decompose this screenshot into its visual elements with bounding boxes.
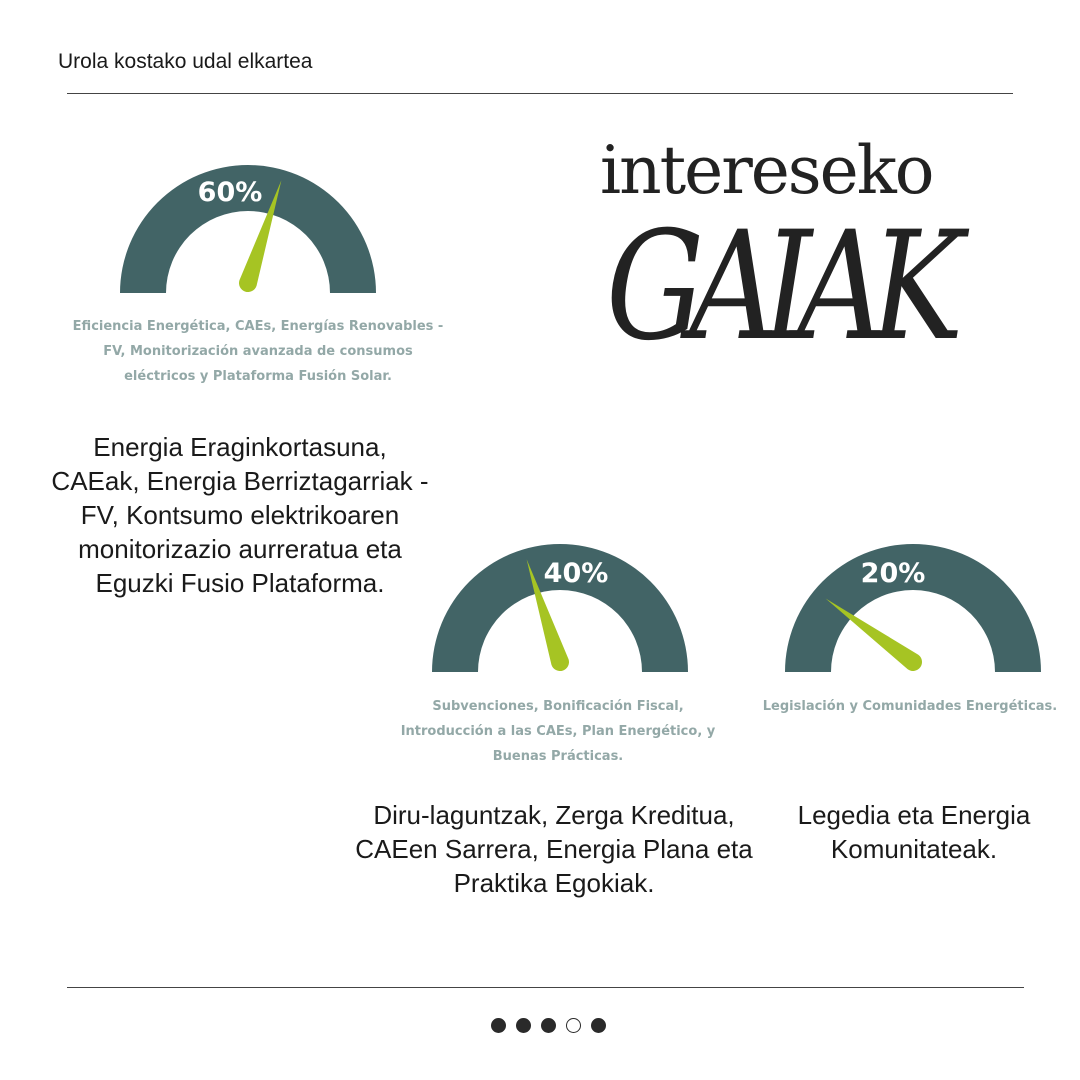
gauge-3-caption-es: Legislación y Comunidades Energéticas. xyxy=(762,699,1058,714)
pagination-dot[interactable] xyxy=(591,1018,606,1033)
gauge-1-caption-es: Eficiencia Energética, CAEs, Energías Renovables - FV, Monitorización avanzada de consumos eléctricos y Plataforma Fusión Solar. xyxy=(72,319,444,384)
gauge-1 xyxy=(118,163,378,298)
bottom-divider xyxy=(67,987,1024,988)
pagination-dot[interactable] xyxy=(516,1018,531,1033)
pagination-dots xyxy=(491,1018,606,1033)
gauge-percent-label: 20% xyxy=(860,558,926,589)
title-line-1: intereseko xyxy=(600,132,933,209)
org-name: Urola kostako udal elkartea xyxy=(58,50,313,73)
gauge-percent-label: 40% xyxy=(543,558,609,589)
gauge-percent-label: 60% xyxy=(197,177,263,208)
gauge-2 xyxy=(430,542,690,677)
gauge-needle xyxy=(826,599,922,671)
pagination-dot[interactable] xyxy=(541,1018,556,1033)
gauge-1-caption-eu: Energia Eraginkortasuna, CAEak, Energia Berriztagarriak - FV, Kontsumo elektrikoaren monitorizazio aurreratua eta Eguzki Fusio Plataforma. xyxy=(51,432,429,598)
top-divider xyxy=(67,93,1013,94)
gauge-2-caption-eu: Diru-laguntzak, Zerga Kreditua, CAEen Sarrera, Energia Plana eta Praktika Egokiak. xyxy=(355,800,753,898)
gauge-2-caption-es: Subvenciones, Bonificación Fiscal, Introducción a las CAEs, Plan Energético, y Buenas Prácticas. xyxy=(400,699,716,764)
title-line-2: GAIAK xyxy=(606,200,949,374)
pagination-dot-current[interactable] xyxy=(566,1018,581,1033)
pagination-dot[interactable] xyxy=(491,1018,506,1033)
gauge-3-caption-eu: Legedia eta Energia Komunitateak. xyxy=(797,800,1031,864)
gauge-3 xyxy=(783,542,1043,677)
